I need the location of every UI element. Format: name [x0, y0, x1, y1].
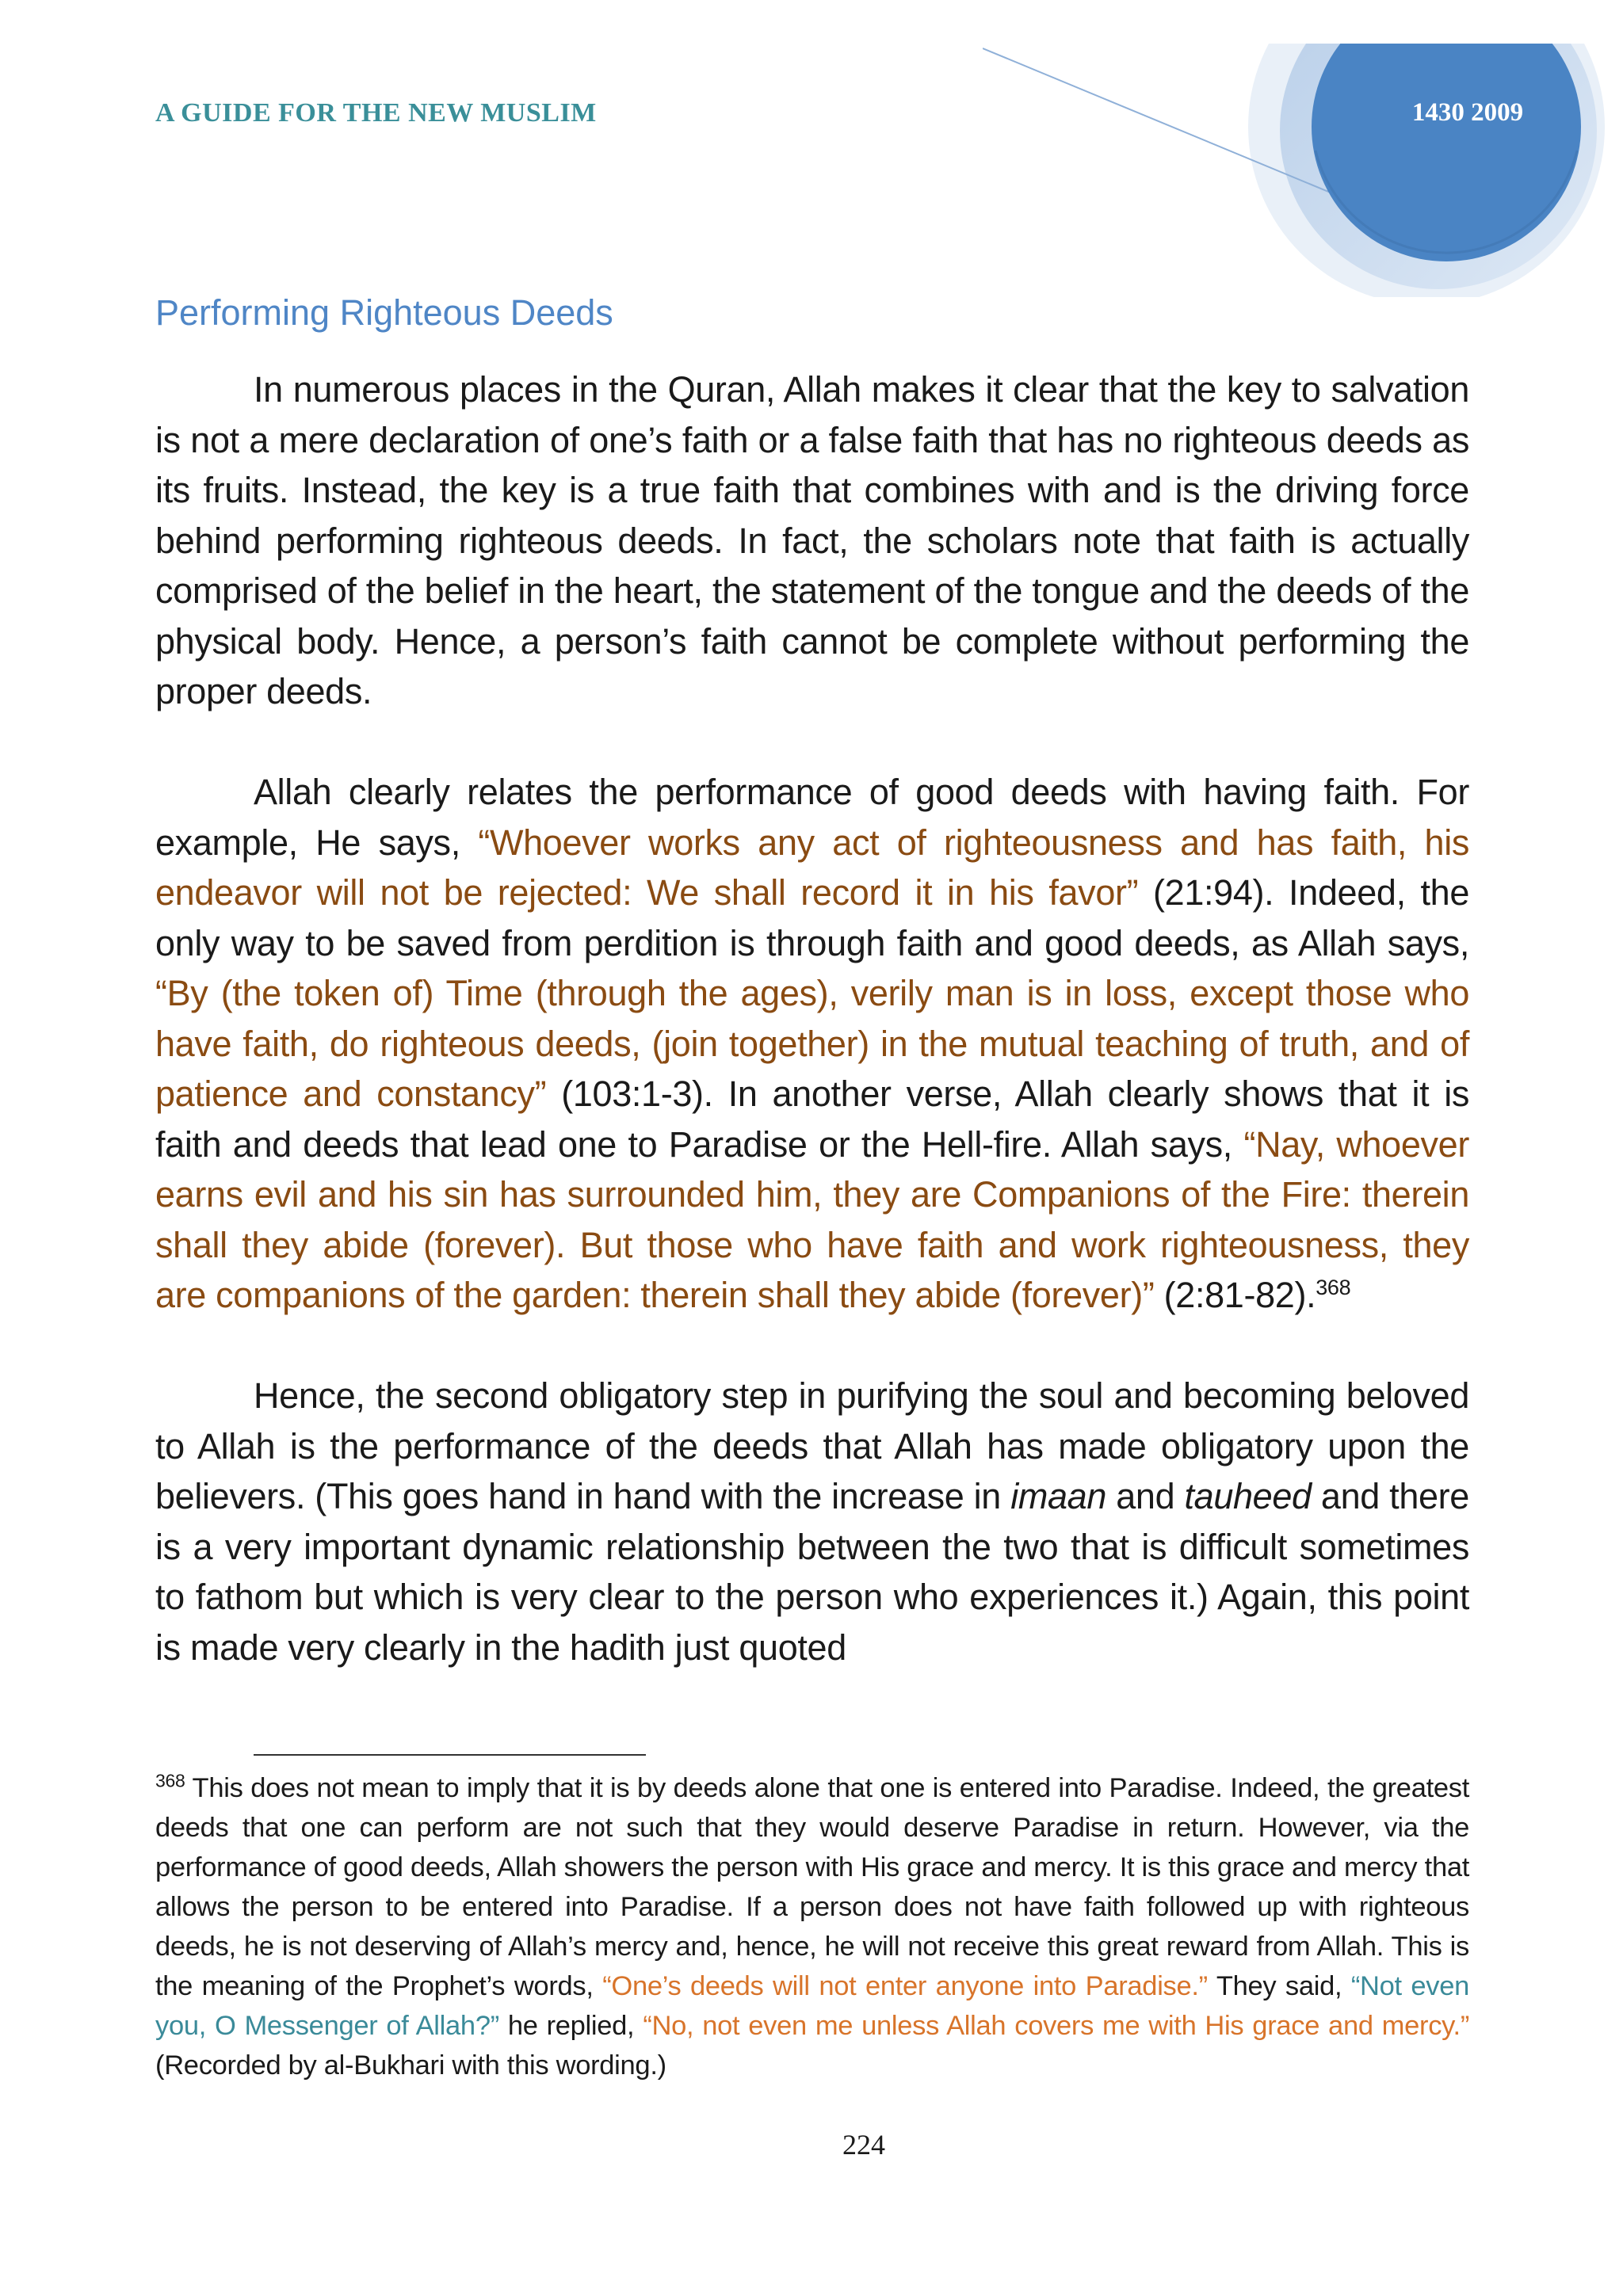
- body-text: [155, 364, 1469, 1672]
- paragraph-2: [155, 767, 1469, 1321]
- footnote-text: [155, 1768, 1469, 2085]
- footnote-number: 368: [155, 1770, 185, 1791]
- text-span: (2:81-82).: [1154, 1275, 1316, 1315]
- text-span: This does not mean to imply that it is by deeds alone that one is entered into Paradise. Indeed, the greatest deeds that one can perform are not such that they would deserve Paradise in return. However, via the performance of good deeds, Allah showers the person with His grace and mercy. It is this grace and mercy that allows the person to be entered into Paradise. If a person does not have faith followed up with righteous deeds, he is not deserving of Allah’s mercy and, hence, he will not receive this great reward from Allah. This is the meaning of the Prophet’s words,: [155, 1773, 1470, 2001]
- footnote-reference[interactable]: 368: [1316, 1276, 1351, 1299]
- italic-term: imaan: [1010, 1476, 1107, 1516]
- quran-quote: “Whoever works any act of righteousness and has faith, his endeavor will not be rejected: We shall record it in his favor”: [155, 822, 1469, 913]
- italic-term: tauheed: [1184, 1476, 1312, 1516]
- text-span: he replied,: [498, 2011, 643, 2041]
- hadith-quote: “One’s deeds will not enter anyone into Paradise.”: [602, 1971, 1208, 2001]
- text-span: (103:1-3). In another verse, Allah clearly shows that it is faith and deeds that lead one to Paradise or the Hell-fire. Allah says,: [155, 1074, 1469, 1165]
- text-span: Hence, the second obligatory step in purifying the soul and becoming beloved to Allah is the performance of the deeds that Allah has made obligatory upon the believers. (This goes hand in hand with the increase in: [155, 1375, 1469, 1516]
- footnote: [155, 1768, 1469, 2085]
- paragraph-1: In numerous places in the Quran, Allah makes it clear that the key to salvation is not a mere declaration of one’s faith or a false faith that has no righteous deeds as its fruits. Instead, the key is a true faith that combines with and is the driving force behind performing righteous deeds. In fact, the scholars note that faith is actually comprised of the belief in the heart, the statement of the tongue and the deeds of the physical body. Hence, a person’s faith cannot be complete without performing the proper deeds.: [155, 369, 1469, 711]
- hadith-quote: “No, not even me unless Allah covers me with His grace and mercy.”: [643, 2011, 1470, 2041]
- year-badge: 1430 2009: [1411, 98, 1524, 127]
- page-number: 224: [842, 2129, 885, 2161]
- quran-quote: “Nay, whoever earns evil and his sin has surrounded him, they are Companions of the Fire: therein shall they abide (forever). But those who have faith and work righteousness, they are companions of the garden: therein shall they abide (forever)”: [155, 1123, 1469, 1315]
- footnote-divider: [254, 1754, 646, 1756]
- text-span: and: [1106, 1476, 1185, 1516]
- text-span: Allah clearly relates the performance of good deeds with having faith. For example, He says,: [155, 772, 1469, 863]
- text-span: (21:94). Indeed, the only way to be saved from perdition is through faith and good deeds, as Allah says,: [155, 872, 1469, 963]
- text-span: and there is a very important dynamic relationship between the two that is difficult sometimes to fathom but which is very clear to the person who experiences it.) Again, this point is made very clearly in the hadith just quoted: [155, 1476, 1469, 1668]
- paragraph-3: [155, 1371, 1469, 1672]
- corner-circle-decoration: [983, 44, 1623, 297]
- text-span: They said,: [1207, 1971, 1351, 2001]
- section-heading: Performing Righteous Deeds: [155, 292, 613, 334]
- document-title: A GUIDE FOR THE NEW MUSLIM: [155, 98, 597, 128]
- companions-quote: “Not even you, O Messenger of Allah?”: [155, 1971, 1470, 2041]
- text-span: (Recorded by al-Bukhari with this wording.): [155, 2050, 666, 2081]
- quran-quote: “By (the token of) Time (through the ages), verily man is in loss, except those who have faith, do righteous deeds, (join together) in the mutual teaching of truth, and of patience and constancy”: [155, 973, 1469, 1114]
